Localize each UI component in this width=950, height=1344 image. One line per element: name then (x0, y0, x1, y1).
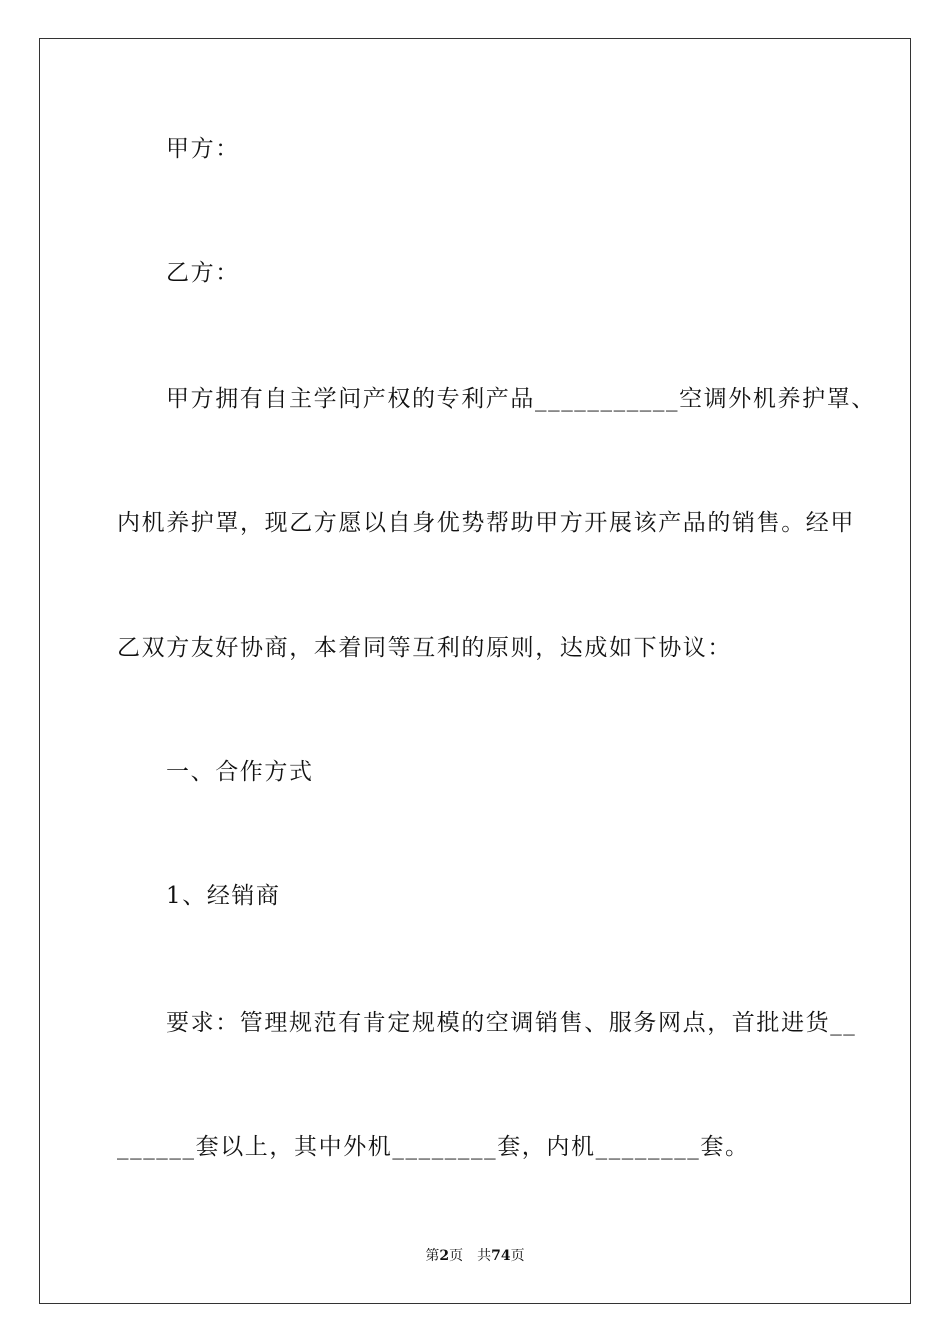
total-suffix: 页 (510, 1248, 525, 1264)
paragraph-line-2: 内机养护罩，现乙方愿以自身优势帮助甲方开展该产品的销售。经甲 (117, 510, 855, 536)
page-number: 2 (439, 1248, 450, 1264)
party-a-line: 甲方： (166, 136, 240, 162)
party-b-line: 乙方： (166, 260, 240, 286)
page-footer (0, 1247, 950, 1265)
requirement-line-1: 要求：管理规范有肯定规模的空调销售、服务网点，首批进货__ (166, 1010, 857, 1036)
paragraph-line-3: 乙双方友好协商，本着同等互利的原则，达成如下协议： (117, 635, 732, 661)
total-pages: 74 (491, 1248, 511, 1264)
paragraph-line-1: 甲方拥有自主学问产权的专利产品___________空调外机养护罩、 (166, 386, 876, 412)
section-heading-cooperation: 一、合作方式 (166, 759, 314, 785)
requirement-line-2: ______套以上，其中外机________套，内机________套。 (117, 1134, 750, 1160)
total-prefix: 共 (477, 1248, 492, 1264)
page-prefix: 第 (425, 1248, 440, 1264)
page-suffix: 页 (449, 1248, 464, 1264)
subsection-distributor: 1、经销商 (166, 883, 281, 909)
page-frame (39, 38, 911, 1304)
